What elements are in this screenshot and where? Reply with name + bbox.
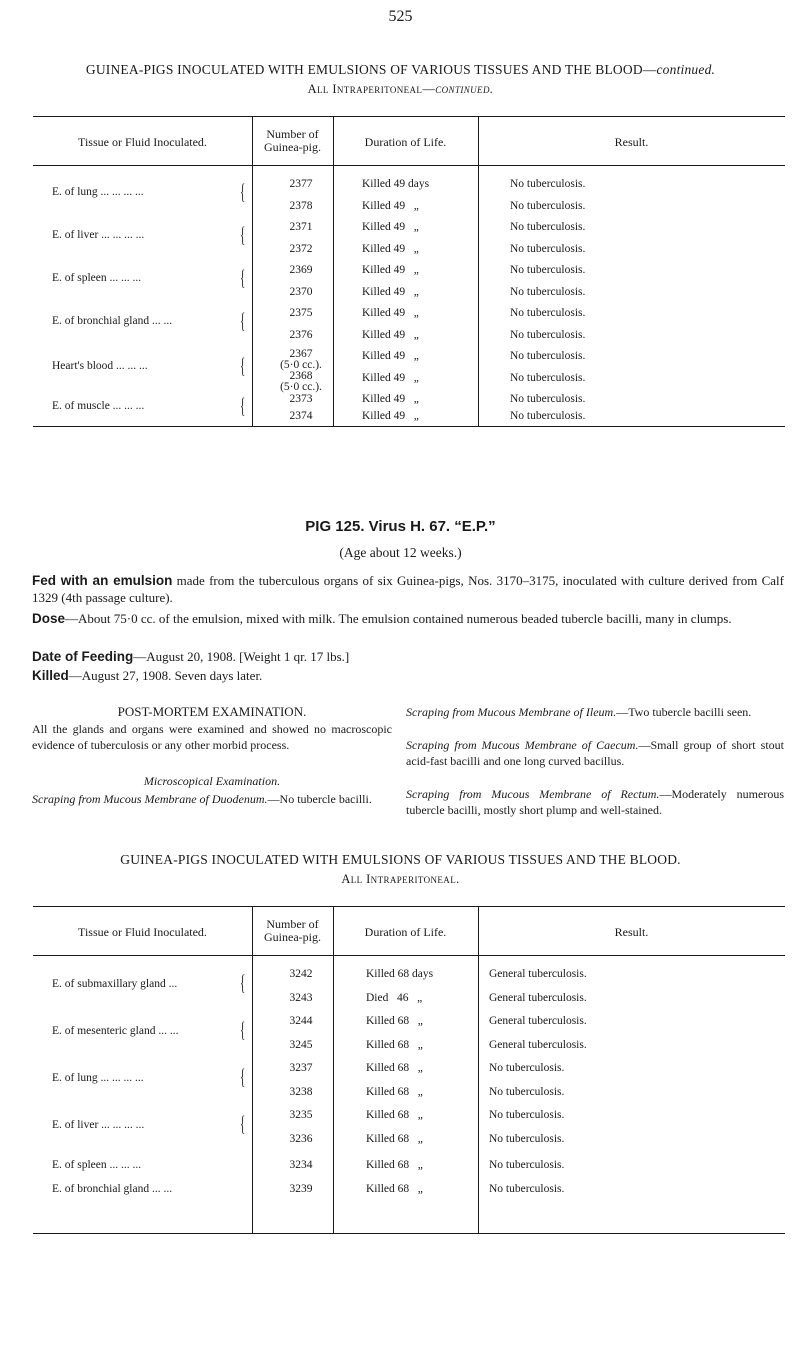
table2-duration: Killed 68 „	[366, 1183, 423, 1195]
table1-duration: Killed 49 „	[362, 200, 419, 212]
caecum-paragraph	[406, 737, 784, 769]
table2-result: No tuberculosis.	[489, 1062, 565, 1074]
table1-header-number-l1: Number of	[266, 127, 319, 141]
ileum-paragraph	[406, 704, 784, 720]
table1-result: No tuberculosis.	[510, 393, 586, 405]
table2-tissue-spleen: E. of spleen ... ... ...	[52, 1159, 142, 1171]
table1-title-suffix: continued.	[656, 62, 716, 77]
table2-tissue-bronchial-gland: E. of bronchial gland ... ...	[52, 1183, 173, 1195]
table2-result: General tuberculosis.	[489, 992, 587, 1004]
table1-duration: Killed 49 „	[362, 350, 419, 362]
table1-result: No tuberculosis.	[510, 264, 586, 276]
table1-tissue-muscle: E. of muscle ... ... ...	[52, 400, 145, 412]
table2-gp-number: 3238	[289, 1086, 313, 1098]
table1-header-tissue: Tissue or Fluid Inoculated.	[78, 135, 207, 149]
ileum-text: —Two tubercle bacilli seen.	[616, 705, 752, 719]
table2-result: No tuberculosis.	[489, 1109, 565, 1121]
table2-tissue-liver: E. of liver ... ... ... ...	[52, 1119, 145, 1131]
table1-header-number-l2: Guinea-pig.	[264, 140, 321, 154]
table2-duration: Killed 68 „	[366, 1062, 423, 1074]
table1-result: No tuberculosis.	[510, 329, 586, 341]
table1-result: No tuberculosis.	[510, 350, 586, 362]
rectum-lead: Scraping from Mucous Membrane of Rectum.	[406, 787, 660, 801]
ileum-lead: Scraping from Mucous Membrane of Ileum.	[406, 705, 617, 719]
table1-duration: Killed 49 days	[362, 178, 430, 190]
duodenum-text: —No tubercle bacilli.	[267, 792, 372, 806]
brace-icon: {	[240, 1064, 246, 1089]
fed-text: made from the tuberculous organs of six Guinea-pigs, Nos. 3170–3175, inoculated with culture derived from Calf 1329 (4th passage culture).	[32, 573, 785, 605]
table1-top-rule	[33, 116, 785, 117]
table2-bottom-rule	[33, 1233, 785, 1234]
table1-tissue-bronchial-gland: E. of bronchial gland ... ...	[52, 315, 173, 327]
date-text: —August 20, 1908. [Weight 1 qr. 17 lbs.]	[133, 649, 350, 664]
killed-paragraph	[32, 667, 784, 684]
pm-heading: POST-MORTEM EXAMINATION.	[117, 704, 307, 719]
table1-duration: Killed 49 „	[362, 243, 419, 255]
table1-header-result: Result.	[614, 135, 649, 149]
table1-result: No tuberculosis.	[510, 178, 586, 190]
brace-icon: {	[240, 265, 246, 290]
brace-icon: {	[240, 179, 246, 204]
table2-duration: Killed 68 „	[366, 1039, 423, 1051]
table2-header-number	[252, 918, 333, 944]
table2-tissue-mesenteric-gland: E. of mesenteric gland ... ...	[52, 1025, 179, 1037]
table2-result: General tuberculosis.	[489, 1039, 587, 1051]
table1-col-divider	[252, 116, 253, 426]
rectum-text: —Moderately numerous tubercle bacilli, mostly short plump and well-stained.	[406, 787, 784, 817]
table1-result: No tuberculosis.	[510, 307, 586, 319]
table2-header-tissue: Tissue or Fluid Inoculated.	[78, 925, 207, 939]
table1-title-main: GUINEA-PIGS INOCULATED WITH EMULSIONS OF VARIOUS TISSUES AND THE BLOOD—	[85, 62, 657, 77]
killed-lead: Killed	[32, 668, 69, 683]
table1-tissue-hearts-blood: Heart's blood ... ... ...	[52, 360, 148, 372]
table1-duration: Killed 49 „	[362, 286, 419, 298]
fed-lead: Fed with an emulsion	[32, 573, 173, 588]
dose-lead: Dose	[32, 611, 66, 626]
duodenum-paragraph	[32, 791, 392, 807]
brace-icon: {	[240, 970, 246, 995]
brace-icon: {	[240, 308, 246, 333]
table1-result: No tuberculosis.	[510, 243, 586, 255]
pig-age: (Age about 12 weeks.)	[339, 545, 462, 560]
table2-header-duration: Duration of Life.	[364, 925, 447, 939]
table2-result: No tuberculosis.	[489, 1133, 565, 1145]
table1-title	[0, 62, 801, 78]
table1-gp-note: (5·0 cc.).	[280, 381, 322, 393]
table2-top-rule	[33, 906, 785, 907]
table1-gp-number: 2375	[289, 307, 313, 319]
table1-result: No tuberculosis.	[510, 200, 586, 212]
caecum-text: —Small group of short stout acid-fast bacilli and one long curved bacillus.	[406, 738, 784, 768]
table1-gp-number: 2374	[289, 410, 313, 422]
table2-gp-number: 3234	[289, 1159, 313, 1171]
table2-gp-number: 3243	[289, 992, 313, 1004]
table1-gp-value: 2367	[289, 348, 313, 360]
table1-bottom-rule	[33, 426, 785, 427]
fed-paragraph	[32, 572, 784, 606]
date-paragraph	[32, 648, 784, 665]
table2-duration: Killed 68 „	[366, 1159, 423, 1171]
table2-gp-number: 3239	[289, 1183, 313, 1195]
table2-gp-number: 3244	[289, 1015, 313, 1027]
table2-duration: Killed 68 days	[366, 968, 434, 980]
dose-paragraph	[32, 610, 784, 627]
table1-col-divider	[478, 116, 479, 426]
table1-gp-number: 2372	[289, 243, 313, 255]
table1-gp-number: 2377	[289, 178, 313, 190]
table1-duration: Killed 49 „	[362, 410, 419, 422]
table2-col-divider	[478, 906, 479, 1233]
table1-result: No tuberculosis.	[510, 372, 586, 384]
table2-gp-number: 3237	[289, 1062, 313, 1074]
table2-subtitle: All Intraperitoneal.	[341, 872, 460, 886]
pig-title: PIG 125. Virus H. 67. “E.P.”	[305, 518, 496, 535]
table2-result: General tuberculosis.	[489, 1015, 587, 1027]
duodenum-lead: Scraping from Mucous Membrane of Duodenum.	[32, 792, 268, 806]
table2-duration: Killed 68 „	[366, 1109, 423, 1121]
brace-icon: {	[240, 353, 246, 378]
table1-duration: Killed 49 „	[362, 329, 419, 341]
table2-header-rule	[33, 955, 785, 956]
table1-subtitle-suffix: continued.	[435, 82, 494, 96]
rectum-paragraph	[406, 786, 784, 818]
table1-gp-number: 2373	[289, 393, 313, 405]
table1-gp-note: (5·0 cc.).	[280, 359, 322, 371]
table1-duration: Killed 49 „	[362, 264, 419, 276]
table1-gp-number: 2376	[289, 329, 313, 341]
table2-duration: Died 46 „	[366, 992, 423, 1004]
table2-title: GUINEA-PIGS INOCULATED WITH EMULSIONS OF VARIOUS TISSUES AND THE BLOOD.	[120, 852, 681, 867]
micro-heading: Microscopical Examination.	[143, 774, 281, 788]
table1-header-rule	[33, 165, 785, 166]
brace-icon: {	[240, 1017, 246, 1042]
brace-icon: {	[240, 393, 246, 418]
dose-text: —About 75·0 cc. of the emulsion, mixed with milk. The emulsion contained numerous beaded tubercle bacilli, many in clumps.	[65, 611, 732, 626]
brace-icon: {	[240, 222, 246, 247]
table1-result: No tuberculosis.	[510, 221, 586, 233]
table1-gp-number: 2369	[289, 264, 313, 276]
table1-duration: Killed 49 „	[362, 372, 419, 384]
pm-text: All the glands and organs were examined and showed no macroscopic evidence of tuberculosis or any other morbid process.	[32, 722, 392, 752]
table1-tissue-lung: E. of lung ... ... ... ...	[52, 186, 144, 198]
table1-gp-number	[256, 371, 346, 393]
table1-gp-value: 2368	[289, 370, 313, 382]
table2-header-result: Result.	[614, 925, 649, 939]
table2-header-number-l1: Number of	[266, 917, 319, 931]
table2-tissue-lung: E. of lung ... ... ... ...	[52, 1072, 144, 1084]
table1-duration: Killed 49 „	[362, 221, 419, 233]
table2-duration: Killed 68 „	[366, 1015, 423, 1027]
table2-header-number-l2: Guinea-pig.	[264, 930, 321, 944]
table2-gp-number: 3235	[289, 1109, 313, 1121]
table1-subtitle	[0, 82, 801, 97]
date-lead: Date of Feeding	[32, 649, 134, 664]
table1-tissue-liver: E. of liver ... ... ... ...	[52, 229, 145, 241]
table2-result: No tuberculosis.	[489, 1159, 565, 1171]
table1-gp-number: 2371	[289, 221, 313, 233]
table2-gp-number: 3242	[289, 968, 313, 980]
table1-gp-number: 2370	[289, 286, 313, 298]
table2-result: No tuberculosis.	[489, 1086, 565, 1098]
table1-header-number	[252, 128, 333, 154]
table1-subtitle-main: All Intraperitoneal—	[307, 82, 436, 96]
caecum-lead: Scraping from Mucous Membrane of Caecum.	[406, 738, 639, 752]
table1-gp-number	[256, 349, 346, 371]
table2-result: General tuberculosis.	[489, 968, 587, 980]
brace-icon: {	[240, 1111, 246, 1136]
table2-gp-number: 3245	[289, 1039, 313, 1051]
table1-tissue-spleen: E. of spleen ... ... ...	[52, 272, 142, 284]
table2-tissue-submaxillary-gland: E. of submaxillary gland ...	[52, 978, 178, 990]
table1-duration: Killed 49 „	[362, 393, 419, 405]
table2-duration: Killed 68 „	[366, 1133, 423, 1145]
table2-duration: Killed 68 „	[366, 1086, 423, 1098]
table2-col-divider	[252, 906, 253, 1233]
killed-text: —August 27, 1908. Seven days later.	[68, 668, 263, 683]
table2-result: No tuberculosis.	[489, 1183, 565, 1195]
page-number: 525	[388, 8, 413, 25]
table1-result: No tuberculosis.	[510, 286, 586, 298]
table2-gp-number: 3236	[289, 1133, 313, 1145]
table1-duration: Killed 49 „	[362, 307, 419, 319]
table1-gp-number: 2378	[289, 200, 313, 212]
table1-header-duration: Duration of Life.	[364, 135, 447, 149]
table1-result: No tuberculosis.	[510, 410, 586, 422]
